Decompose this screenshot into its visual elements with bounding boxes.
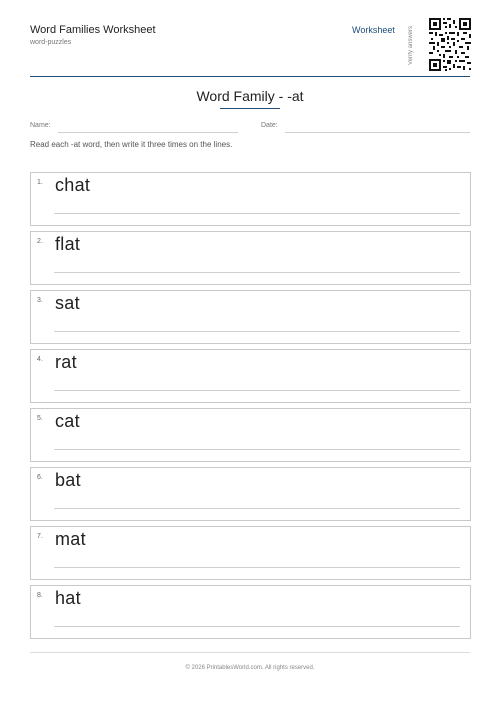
item-number: 6. <box>37 474 43 481</box>
date-field[interactable] <box>285 132 470 133</box>
item-word: cat <box>55 411 80 431</box>
writing-line[interactable] <box>54 626 460 627</box>
writing-line[interactable] <box>54 213 460 214</box>
word-item <box>30 349 471 403</box>
writing-line[interactable] <box>54 331 460 332</box>
item-word: bat <box>55 470 81 490</box>
worksheet-title: Word Family - -at <box>196 88 304 104</box>
word-item <box>30 231 471 285</box>
writing-line[interactable] <box>54 449 460 450</box>
qr-code-icon[interactable] <box>428 17 472 72</box>
item-number: 7. <box>37 533 43 540</box>
date-label: Date: <box>261 122 278 129</box>
item-number: 5. <box>37 415 43 422</box>
item-word: sat <box>55 293 80 313</box>
name-field[interactable] <box>58 132 238 133</box>
item-word: rat <box>55 352 77 372</box>
word-item <box>30 290 471 344</box>
item-number: 1. <box>37 179 43 186</box>
item-word: mat <box>55 529 86 549</box>
document-title: Word Families Worksheet <box>30 24 156 36</box>
item-word: chat <box>55 175 91 195</box>
worksheet-link[interactable]: Worksheet <box>352 25 395 35</box>
title-underline <box>220 108 280 109</box>
writing-line[interactable] <box>54 390 460 391</box>
verify-answers-label: Verify answers <box>408 25 414 65</box>
footer-divider <box>30 652 470 653</box>
footer-copyright: © 2026 PrintablesWorld.com. All rights reserved. <box>185 665 315 671</box>
item-number: 3. <box>37 297 43 304</box>
item-number: 8. <box>37 592 43 599</box>
name-label: Name: <box>30 122 51 129</box>
item-number: 2. <box>37 238 43 245</box>
writing-line[interactable] <box>54 272 460 273</box>
item-word: hat <box>55 588 81 608</box>
word-item <box>30 408 471 462</box>
word-item <box>30 526 471 580</box>
instructions: Read each -at word, then write it three times on the lines. <box>30 140 233 149</box>
word-item <box>30 585 471 639</box>
header-divider <box>30 76 470 77</box>
writing-line[interactable] <box>54 508 460 509</box>
item-number: 4. <box>37 356 43 363</box>
word-item <box>30 467 471 521</box>
word-item <box>30 172 471 226</box>
document-category: word-puzzles <box>30 39 72 46</box>
item-word: flat <box>55 234 81 254</box>
writing-line[interactable] <box>54 567 460 568</box>
page-header <box>30 0 470 78</box>
